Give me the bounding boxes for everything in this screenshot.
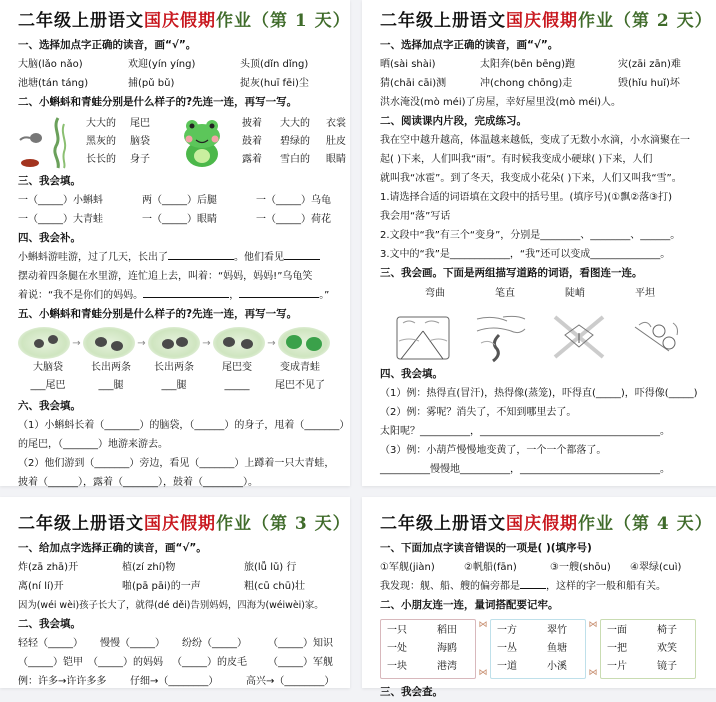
tadpole-word-list: 大大的 尾巴 黑灰的 脑袋 长长的 身子 bbox=[86, 118, 150, 165]
paragraph-line: 1.请选择合适的词语填在文段中的括号里。(填序号)(①飘②落③打) bbox=[380, 192, 673, 203]
bow-icon: ⋈ bbox=[588, 668, 598, 678]
answer-blank[interactable] bbox=[143, 286, 229, 298]
match-box: 一只 稻田 一处 海鸥 一块 港湾 bbox=[380, 619, 476, 679]
section-heading: 一、给加点字选择正确的读音，画“√”。 bbox=[18, 542, 207, 554]
section-heading: 二、小朋友连一连，量词搭配要记牢。 bbox=[380, 599, 559, 611]
paragraph-line: 着说：“我不是你们的妈妈。 ， 。” bbox=[18, 286, 334, 305]
paragraph-line: 3.文中的“我”是____________，“我”还可以变成______________。 bbox=[380, 249, 671, 260]
pinyin-row: 炸(zā zhā)开 植(zí zhí)物 旅(lǚ lǔ) 行 bbox=[18, 562, 297, 573]
paragraph-line: 的尾巴，（_______）地游来游去。 bbox=[18, 439, 168, 450]
paragraph-line: 太阳呢？__________，____________________________________。 bbox=[380, 426, 670, 437]
arrow-icon: → bbox=[137, 337, 146, 349]
fill-row: （_____）铠甲 （_____）的妈妈 （_____）的皮毛 （_____）军舰 bbox=[18, 657, 333, 668]
paragraph-line: （3）例：小葫芦慢慢地变黄了，一个一个都落了。 bbox=[380, 445, 607, 456]
flat-road-image-icon bbox=[629, 313, 685, 361]
answer-blank[interactable] bbox=[239, 286, 319, 298]
paragraph-line: （1）小蝌蚪长着（_______）的脑袋，（______）的身子，甩着（_______） bbox=[18, 420, 350, 431]
bow-icon: ⋈ bbox=[588, 620, 598, 630]
paragraph-line: 因为(wéi wèi)孩子长大了，就得(dé děi)告别妈妈，四海为(wéiwèi)家。 bbox=[18, 600, 324, 611]
frog-illustration-icon bbox=[172, 114, 232, 170]
steep-road-image-icon bbox=[551, 313, 607, 361]
paragraph-line: 小蝌蚪游哇游，过了几天，长出了 。他们看见 bbox=[18, 248, 334, 267]
arrow-icon: → bbox=[267, 337, 276, 349]
paragraph-line: 就叫我“冰雹”。到了冬天，我变成小花朵( )下来，人们又叫我“雪”。 bbox=[380, 173, 682, 184]
paragraph-line: （1）例：热得直(冒汗)，热得像(蒸笼)，吓得直(_____)，吓得像(_____) bbox=[380, 388, 698, 399]
section-heading: 五、小蝌蚪和青蛙分别是什么样子的?先连一连，再写一写。 bbox=[18, 308, 298, 320]
stage-image-icon bbox=[278, 327, 330, 359]
section-heading: 三、我会填。 bbox=[18, 175, 81, 187]
straight-road-image-icon bbox=[395, 313, 451, 361]
growth-stages bbox=[18, 327, 334, 359]
paragraph-line: 摆动着四条腿在水里游，连忙追上去，叫着：“妈妈，妈妈!”乌龟笑 bbox=[18, 271, 313, 282]
section-heading: 一、选择加点字正确的读音，画“√”。 bbox=[380, 39, 559, 51]
stage-image-icon bbox=[148, 327, 200, 359]
fill-row: 一（_____）小蝌蚪 两（_____）后腿 一（_____）乌龟 bbox=[18, 195, 331, 206]
stage-image-icon bbox=[83, 327, 135, 359]
stage-image-icon bbox=[213, 327, 265, 359]
match-box: 一方 翠竹 一丛 鱼塘 一道 小溪 bbox=[490, 619, 586, 679]
pinyin-row: 池塘(tán táng) 捕(pǔ bǔ) 捉灰(huī fēi)尘 bbox=[18, 78, 309, 89]
worksheet-title: 二年级上册语文国庆假期作业（第 4 天） bbox=[380, 514, 713, 534]
paragraph-line: 洪水淹没(mò méi)了房屋，幸好屋里没(mò méi)人。 bbox=[380, 97, 622, 108]
frog-word-list: 披着 大大的 衣裳 鼓着 碧绿的 肚皮 露着 雪白的 眼睛 bbox=[242, 118, 346, 165]
worksheet-day-1 bbox=[0, 0, 350, 486]
paragraph-line: 披着（______），露着（_______），鼓着（________）。 bbox=[18, 477, 258, 488]
section-heading: 一、下面加点字读音错误的一项是( )(填序号) bbox=[380, 542, 592, 554]
fill-row: 轻轻（_____） 慢慢（_____） 纷纷（_____） （_____）知识 bbox=[18, 638, 333, 649]
pinyin-row: 晒(sài shài) 太阳奔(bēn bēng)跑 灾(zāi zān)难 bbox=[380, 59, 681, 70]
fill-row: 例：许多→许许多多 仔细→（________） 高兴→（________） bbox=[18, 676, 335, 687]
section-heading: 四、我会补。 bbox=[18, 232, 81, 244]
answer-blank[interactable] bbox=[284, 248, 320, 260]
paragraph-line: （2）例：雾呢？消失了，不知到哪里去了。 bbox=[380, 407, 577, 418]
section-heading: 二、我会填。 bbox=[18, 618, 81, 630]
worksheet-title: 二年级上册语文国庆假期作业（第 3 天） bbox=[18, 514, 351, 534]
pinyin-row: 离(ní lí)开 啪(pā pāi)的一声 粗(cū chū)壮 bbox=[18, 581, 305, 592]
tadpole-illustration-icon bbox=[18, 114, 82, 170]
arrow-icon: → bbox=[72, 337, 81, 349]
arrow-icon: → bbox=[202, 337, 211, 349]
measure-word-matching bbox=[380, 619, 700, 679]
stage-fill-labels: ___尾巴 ___腿 ___腿 _____ 尾巴不见了 bbox=[30, 380, 325, 391]
road-images bbox=[380, 313, 700, 361]
pinyin-row: 猜(chāi cāi)测 冲(chong chōng)走 毁(hǐu huǐ)坏 bbox=[380, 78, 680, 89]
paragraph-line: 我在空中越升越高，体温越来越低，变成了无数小水滴，小水滴聚在一 bbox=[380, 135, 690, 146]
section-heading: 三、我会画。下面是两组描写道路的词语，看图连一连。 bbox=[380, 267, 643, 279]
section-heading: 二、阅读课内片段，完成练习。 bbox=[380, 115, 527, 127]
section-heading: 二、小蝌蚪和青蛙分别是什么样子的?先连一连，再写一写。 bbox=[18, 96, 298, 108]
answer-blank[interactable] bbox=[168, 248, 234, 260]
section-heading: 四、我会填。 bbox=[380, 368, 443, 380]
worksheet-day-3 bbox=[0, 497, 350, 688]
worksheet-day-2 bbox=[362, 0, 716, 486]
paragraph-line: 2.文段中“我”有三个“变身”，分别是________、________、______。 bbox=[380, 230, 681, 241]
paragraph-line: （2）他们游到（_______）旁边，看见（_______）上蹲着一只大青蛙， bbox=[18, 458, 335, 469]
tadpole-frog-matching bbox=[18, 114, 346, 170]
fill-row: 一（_____）大青蛙 一（_____）眼睛 一（_____）荷花 bbox=[18, 214, 331, 225]
option-row: ①军舰(jiàn) ②帆船(fān) ③一艘(shōu) ④翠绿(cuì) bbox=[380, 562, 682, 573]
paragraph-line: 我发现：舰、船、艘的偏旁都是 ，这样的字一般和船有关。 bbox=[380, 577, 700, 596]
stage-image-icon bbox=[18, 327, 70, 359]
paragraph-line: 起( )下来，人们叫我“雨”。有时候我变成小硬球( )下来，人们 bbox=[380, 154, 653, 165]
paragraph-line: 我会用“落”写话 bbox=[380, 211, 451, 222]
pinyin-row: 大脑(lǎo nǎo) 欢迎(yín yíng) 头顶(dǐn dǐng) bbox=[18, 59, 309, 70]
worksheet-day-4 bbox=[362, 497, 716, 698]
paragraph-line: __________慢慢地__________，____________________________。 bbox=[380, 464, 670, 475]
stage-labels: 大脑袋 长出两条 长出两条 尾巴变 变成青蛙 bbox=[33, 362, 320, 373]
bow-icon: ⋈ bbox=[478, 668, 488, 678]
section-heading: 一、选择加点字正确的读音，画“√”。 bbox=[18, 39, 197, 51]
answer-blank[interactable] bbox=[520, 577, 546, 589]
road-word-list: 弯曲 笔直 陡峭 平坦 bbox=[425, 288, 655, 299]
worksheet-title: 二年级上册语文国庆假期作业（第 1 天） bbox=[18, 11, 351, 31]
match-box: 一面 椅子 一把 欢笑 一片 镜子 bbox=[600, 619, 696, 679]
section-heading: 三、我会查。 bbox=[380, 686, 443, 698]
bow-icon: ⋈ bbox=[478, 620, 488, 630]
section-heading: 六、我会填。 bbox=[18, 400, 81, 412]
winding-road-image-icon bbox=[473, 313, 529, 361]
worksheet-title: 二年级上册语文国庆假期作业（第 2 天） bbox=[380, 11, 713, 31]
